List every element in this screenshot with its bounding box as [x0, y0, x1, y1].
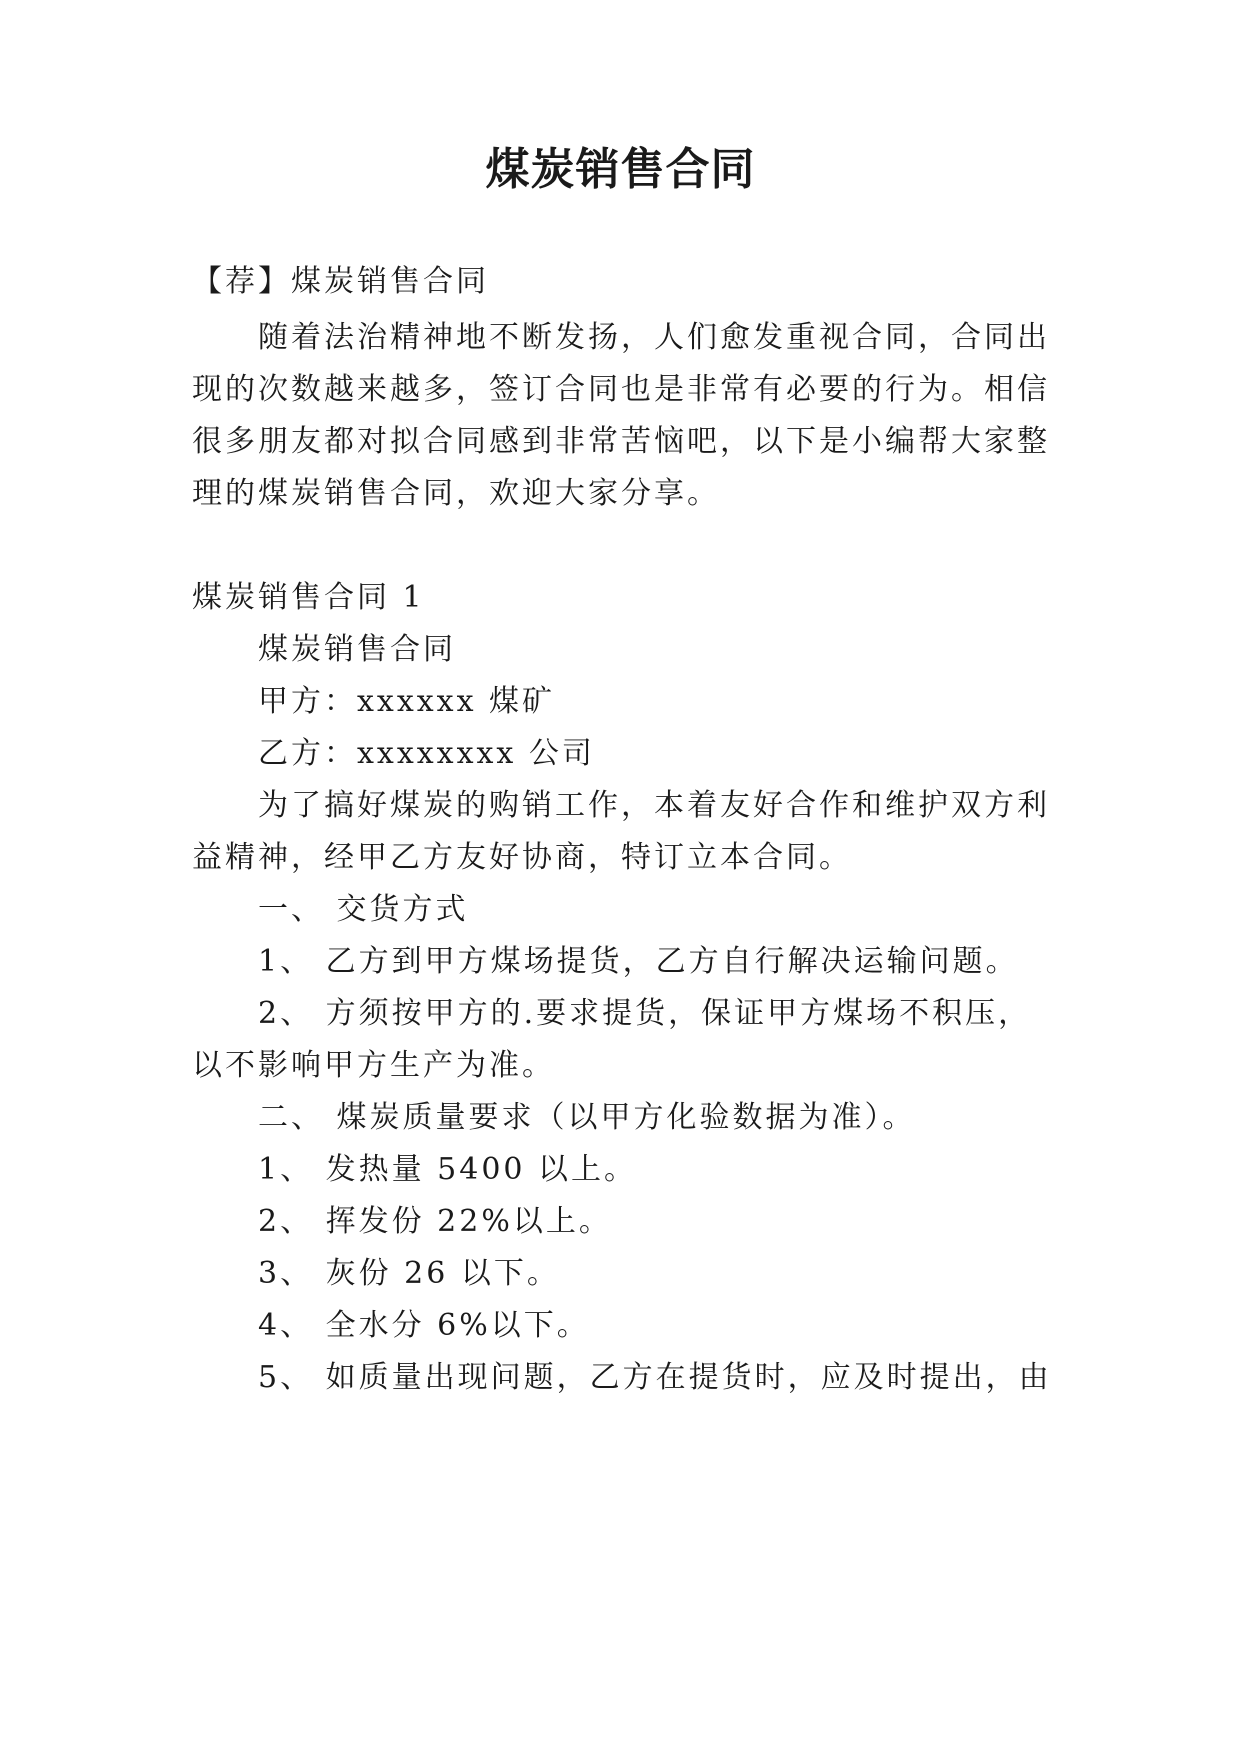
intro-line-1: 随着法治精神地不断发扬，人们愈发重视合同，合同出	[258, 320, 1050, 355]
clause-1-item-2-cont: 以不影响甲方生产为准。	[192, 1048, 555, 1083]
party-a: 甲方：xxxxxx 煤矿	[258, 684, 556, 719]
clause-2-item-2: 2、 挥发份 22%以上。	[258, 1204, 612, 1239]
document-title: 煤炭销售合同	[485, 144, 756, 195]
intro-line-3: 很多朋友都对拟合同感到非常苦恼吧，以下是小编帮大家整	[192, 424, 1050, 459]
clause-2-item-4: 4、 全水分 6%以下。	[258, 1308, 590, 1343]
recommend-line: 【荐】煤炭销售合同	[192, 264, 489, 299]
preamble-line-2: 益精神，经甲乙方友好协商，特订立本合同。	[192, 840, 852, 875]
clause-2-item-3: 3、 灰份 26 以下。	[258, 1256, 560, 1291]
intro-line-2: 现的次数越来越多，签订合同也是非常有必要的行为。相信	[192, 372, 1050, 407]
party-b: 乙方：xxxxxxxx 公司	[258, 736, 595, 771]
clause-1-heading: 一、 交货方式	[258, 892, 469, 927]
intro-line-4: 理的煤炭销售合同，欢迎大家分享。	[192, 476, 720, 511]
preamble-line-1: 为了搞好煤炭的购销工作，本着友好合作和维护双方利	[258, 788, 1050, 823]
contract-title: 煤炭销售合同	[258, 632, 456, 667]
clause-2-heading: 二、 煤炭质量要求（以甲方化验数据为准）。	[258, 1100, 916, 1135]
clause-2-item-1: 1、 发热量 5400 以上。	[258, 1152, 638, 1187]
section-heading: 煤炭销售合同 1	[192, 580, 425, 615]
clause-1-item-2: 2、 方须按甲方的.要求提货，保证甲方煤场不积压，	[258, 996, 1032, 1031]
clause-1-item-1: 1、 乙方到甲方煤场提货，乙方自行解决运输问题。	[258, 944, 1019, 979]
clause-2-item-5: 5、 如质量出现问题，乙方在提货时，应及时提出，由	[258, 1360, 1052, 1395]
